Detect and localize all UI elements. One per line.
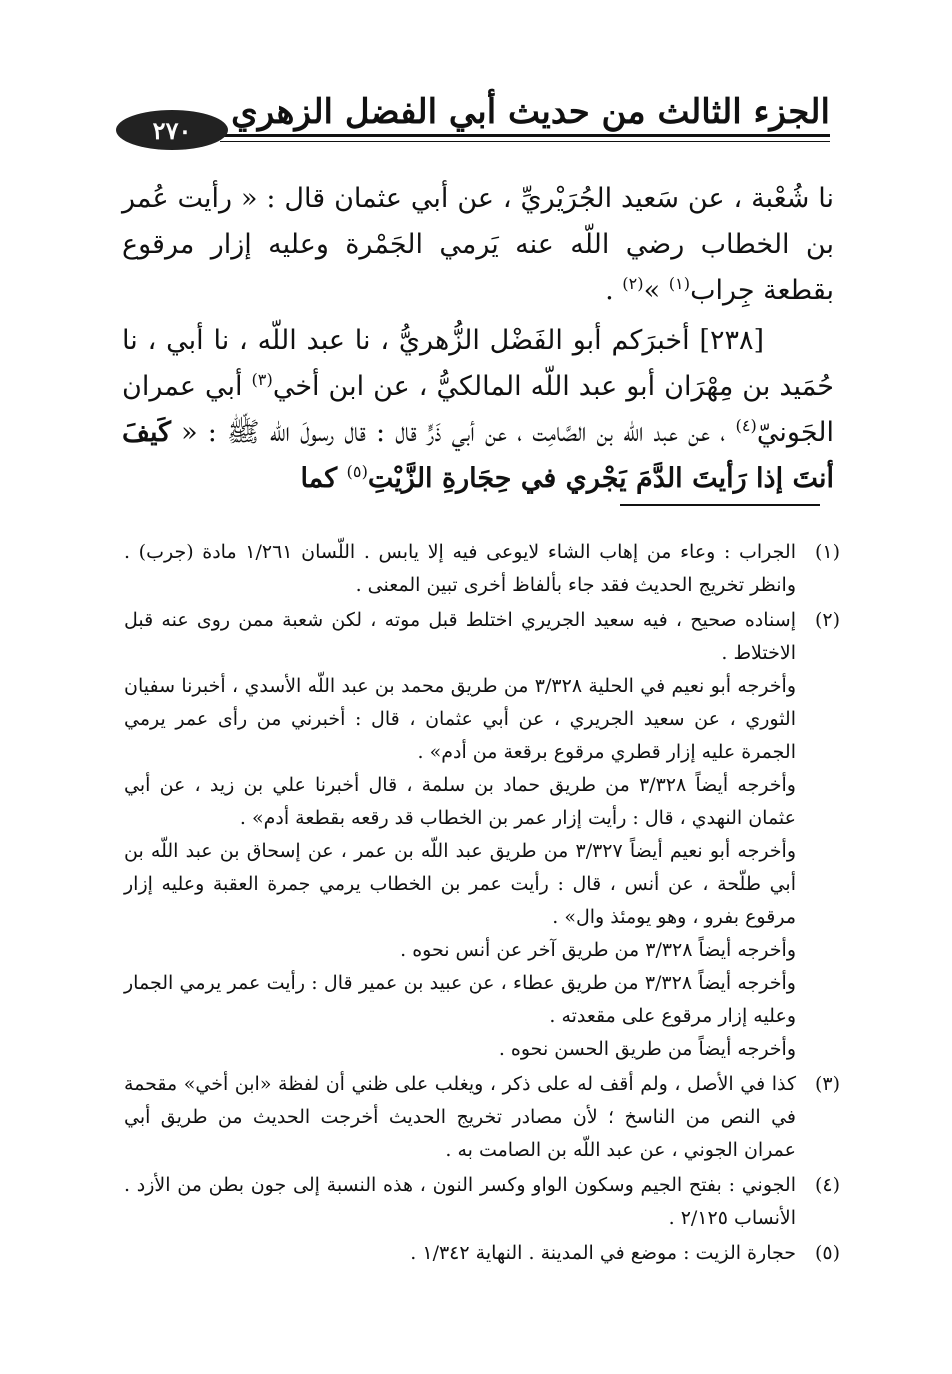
- page-header: [120, 88, 830, 148]
- footnote-ref-4: (٤): [735, 416, 757, 435]
- footnotes: [124, 536, 840, 1272]
- header-rule: [220, 134, 830, 137]
- footnote-2: (٢) إسناده صحيح ، فيه سعيد الجريري اختلط قبل موته ، لكن شعبة ممن روى عنه قبل الاختلاط . وأخرجه أبو نعيم في الحلية ٣/٣٢٨ من طريق محمد بن عبد اللّه الأسدي ، أخبرنا سفيان الثوري ، عن سعيد الجريري ، عن أبي عثمان ، قال : أخبرني من رأى عمر يرمي الجمرة عليه إزار قطري مرقوع برقعة من أدم» . وأخرجه أيضاً ٣/٣٢٨ من طريق حماد بن سلمة ، قال أخبرنا علي بن زيد ، عن أبي عثمان النهدي ، قال : رأيت إزار عمر بن الخطاب قد رقعه بقطعة أدم» . وأخرجه أبو نعيم أيضاً ٣/٣٢٧ من طريق عبد اللّه بن عمر ، عن إسحاق بن عبد اللّه بن أبي طلّحة ، عن أنس ، قال : رأيت عمر بن الخطاب يرمي جمرة العقبة وعليه إزار مرقوع بفرو ، وهو يومئذ وال» . وأخرجه أيضاً ٣/٣٢٨ من طريق آخر عن أنس نحوه . وأخرجه أيضاً ٣/٣٢٨ من طريق عطاء ، عن عبيد بن عمير قال : رأيت عمر يرمي الجمار وعليه إزار مرقوع على مقعدته . وأخرجه أيضاً من طريق الحسن نحوه .: [124, 604, 840, 1066]
- footnote-number: (٤): [814, 1174, 840, 1196]
- hadith-paragraph-2: [٢٣٨] أخبرَكم أبو الفَضْل الزُّهريُّ ، نا عبد اللّه ، نا أبي ، نا حُمَيد بن مِهْرَان أبو عبد اللّه المالكيُّ ، عن ابن أخي$^{(٣)}$ أبي عمران الجَونيّ$^{(٤)}$ ، عن عبد اللّه بن الصَّامِت ، عن أبي ذَرٍّ قال : قال رسولَ اللّه ﷺ : « كَيفَ أنتَ إذا رَأيتَ الدَّمَ يَجْري في حِجَارةِ الزَّيْتِ$^{(٥)}$ كما: [122, 325, 834, 494]
- running-title: الجزء الثالث من حديث أبي الفضل الزهري: [231, 92, 830, 132]
- footnote-number: (١): [814, 541, 840, 563]
- footnote-ref-5: (٥): [346, 462, 368, 481]
- footnote-4: (٤) الجوني : بفتح الجيم وسكون الواو وكسر النون ، هذه النسبة إلى جون بطن من الأزد . الأنساب ٢/١٢٥ .: [124, 1169, 840, 1235]
- footnote-5: (٥) حجارة الزيت : موضع في المدينة . النهاية ١/٣٤٢ .: [124, 1237, 840, 1270]
- footnote-number: (٢): [814, 609, 840, 631]
- footnote-separator: [620, 504, 820, 506]
- hadith-paragraph-1: نا شُعْبة ، عن سَعيد الجُرَيْريِّ ، عن أبي عثمان قال : « رأيت عُمر بن الخطاب رضي اللّه عنه يَرمي الجَمْرة وعليه إزار مرقوع بقطعة جِراب$^{(١)}$ »$^{(٢)}$ .: [122, 183, 834, 306]
- footnote-number: (٣): [814, 1073, 840, 1095]
- hadith-matn: كَيفَ أنتَ إذا رَأيتَ الدَّمَ يَجْري في حِجَارةِ الزَّيْتِ: [122, 417, 834, 494]
- footnote-ref-2: (٢): [622, 274, 644, 293]
- footnote-ref-3: (٣): [251, 370, 273, 389]
- footnote-ref-1: (١): [668, 274, 691, 293]
- footnote-number: (٥): [814, 1242, 840, 1264]
- page-number-badge: ٢٧٠: [116, 110, 228, 150]
- footnote-1: (١) الجراب : وعاء من إهاب الشاء لايوعى فيه إلا يابس . اللّسان ١/٢٦١ مادة (جرب) . وانظر تخريج الحديث فقد جاء بألفاظ أخرى تبين المعنى .: [124, 536, 840, 602]
- footnote-3: (٣) كذا في الأصل ، ولم أقف له على ذكر ، ويغلب على ظني أن لفظة «ابن أخي» مقحمة في النص من الناسخ ؛ لأن مصادر تخريج الحديث أخرجت الحديث من طريق أبي عمران الجوني ، عن عبد اللّه بن الصامت به .: [124, 1068, 840, 1167]
- header-rule-thin: [220, 141, 830, 142]
- main-text: [122, 176, 834, 502]
